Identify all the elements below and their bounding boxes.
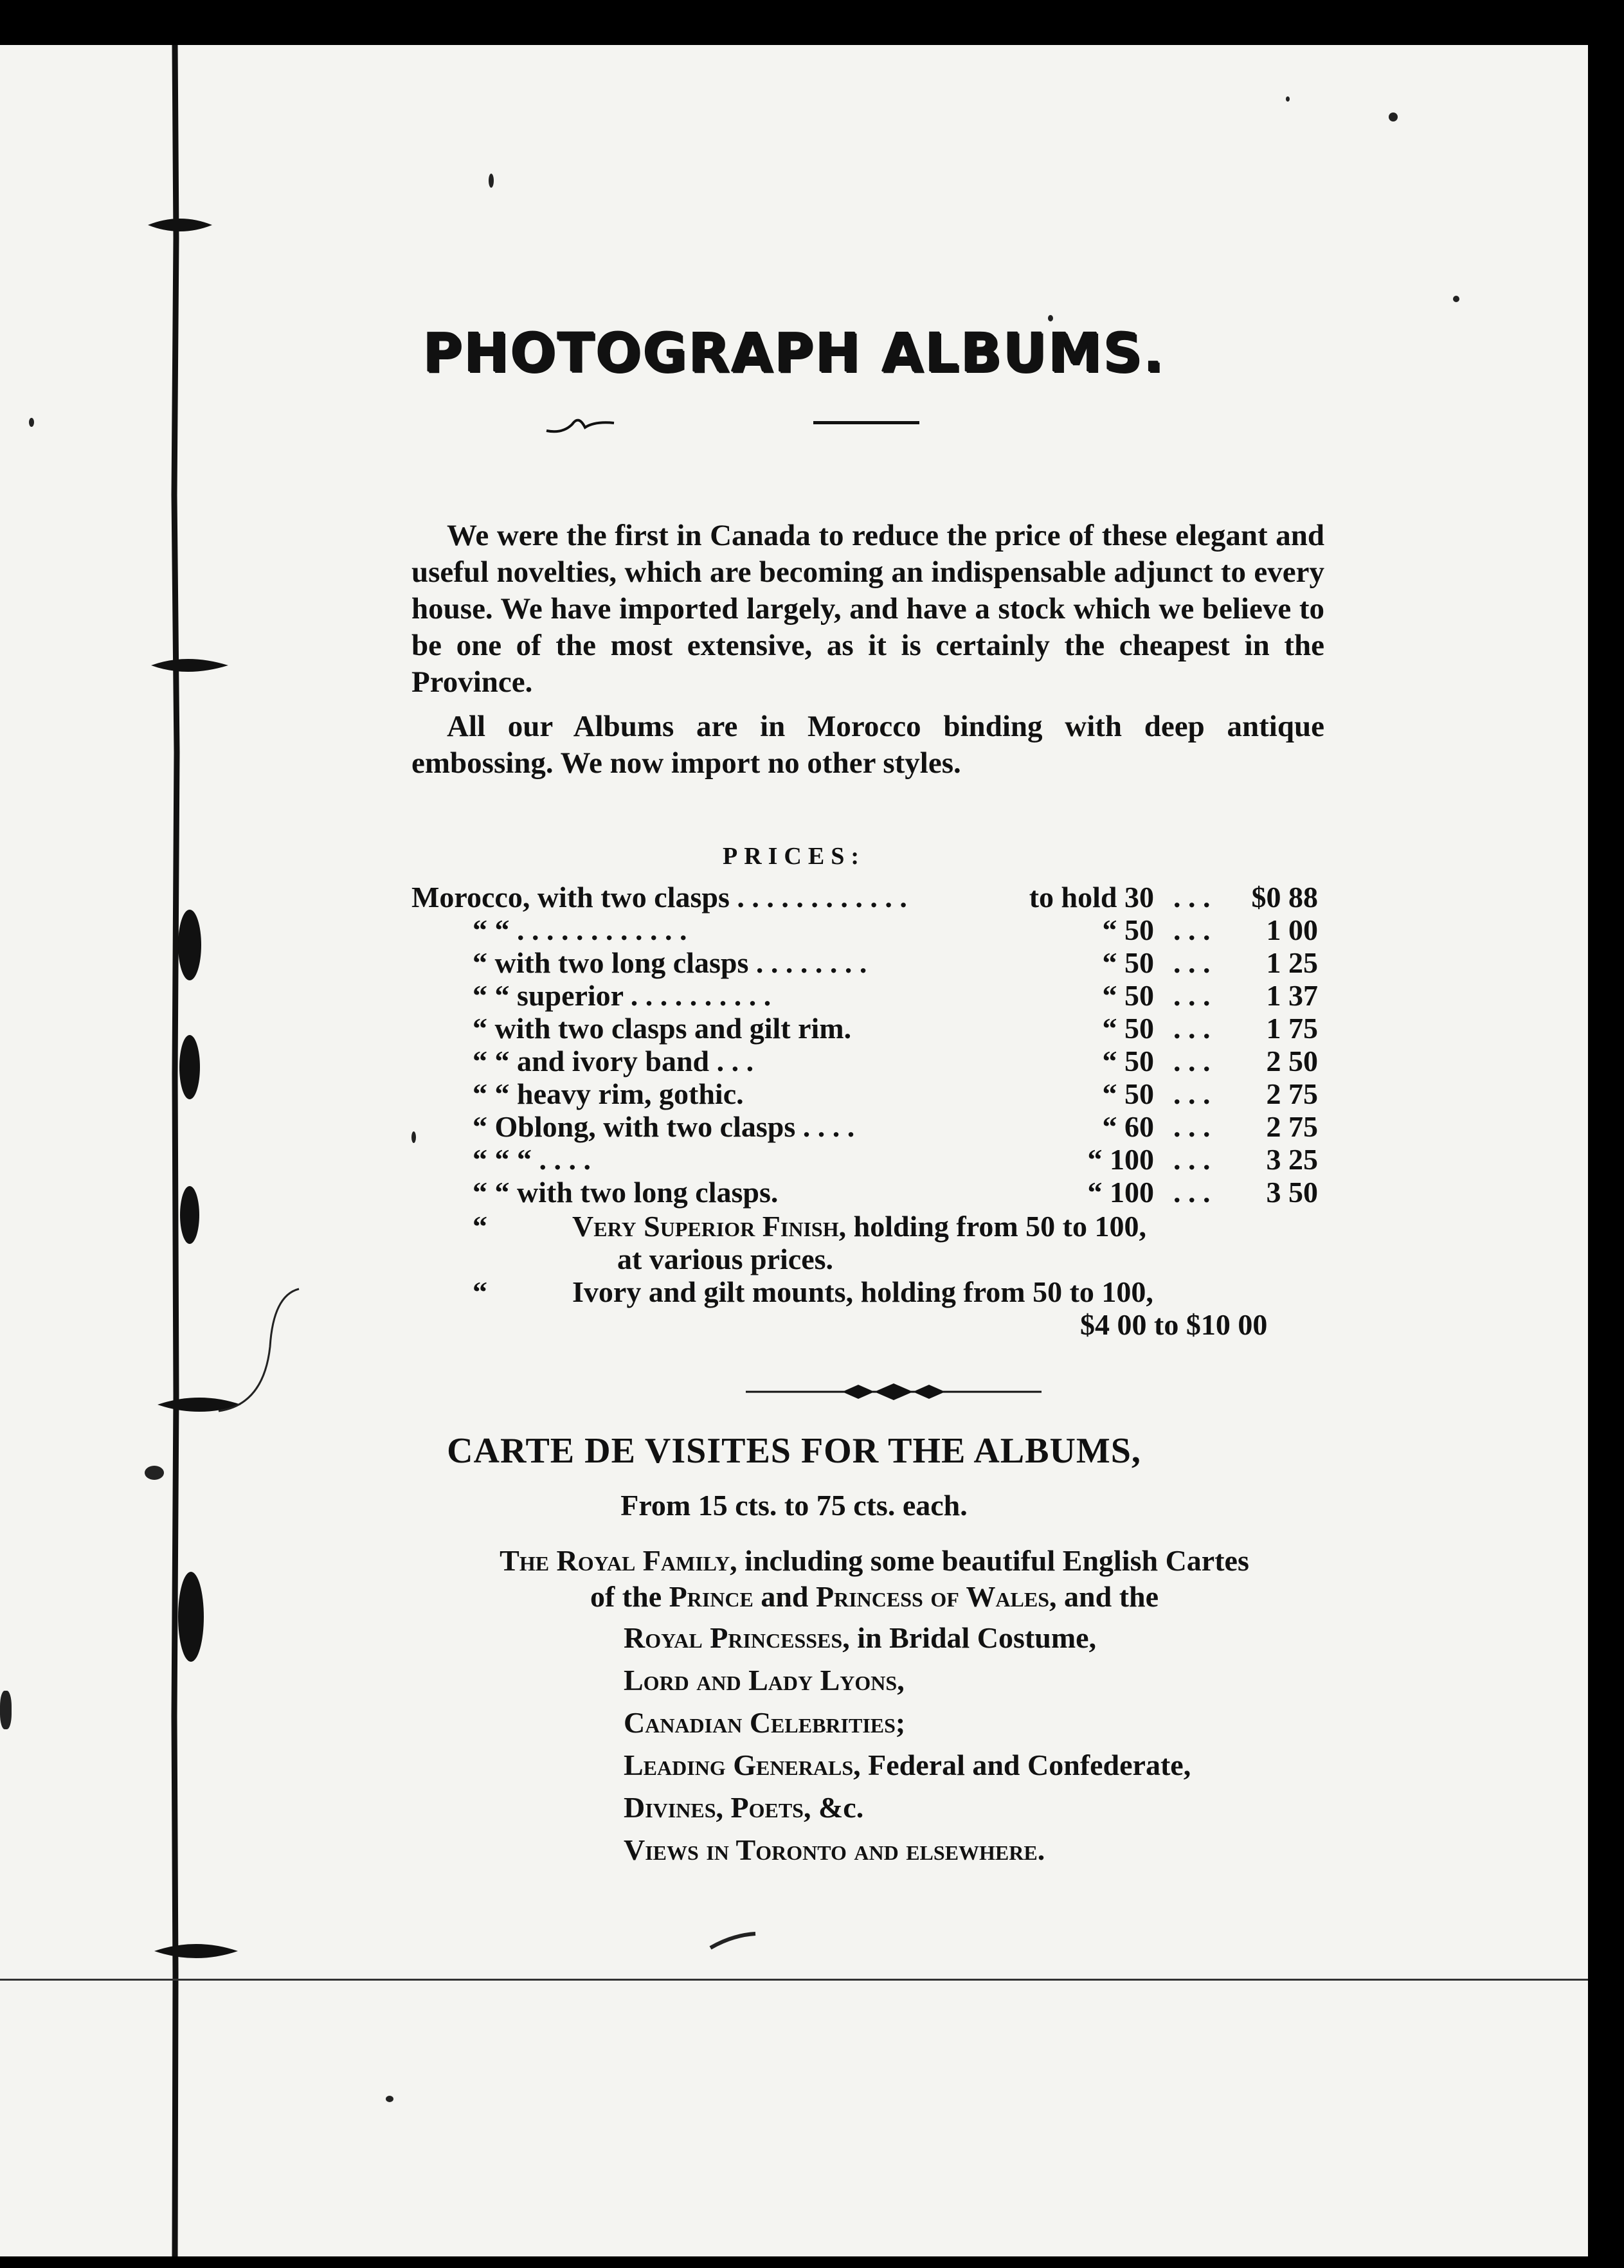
- price-desc: “ Oblong, with two clasps . . . .: [473, 1110, 855, 1143]
- price-desc: “ with two long clasps . . . . . . . .: [473, 946, 867, 979]
- price-capacity: “ 50: [1102, 1045, 1154, 1077]
- price-capacity: “ 60: [1102, 1110, 1154, 1143]
- price-row: [411, 946, 1331, 979]
- price-leader: . . .: [1173, 1077, 1211, 1110]
- prices-heading: PRICES:: [722, 843, 866, 870]
- price-value: 1 37: [1266, 979, 1318, 1012]
- binding-mark: [145, 206, 215, 244]
- royal-family-caps: The Royal Family: [500, 1544, 730, 1577]
- princesses-text: , in Bridal Costume,: [842, 1621, 1097, 1654]
- price-row: [411, 1045, 1331, 1077]
- ivory-price: $4 00 to $10 00: [1080, 1308, 1268, 1341]
- royal-family-text: [411, 1543, 1337, 1615]
- price-desc: “ with two clasps and gilt rim.: [473, 1012, 852, 1045]
- superior-finish-caps: Very Superior Finish: [572, 1210, 839, 1243]
- prince-caps: Prince: [669, 1580, 753, 1613]
- price-value: 3 50: [1266, 1176, 1318, 1209]
- price-desc: “ “ with two long clasps.: [473, 1176, 779, 1209]
- list-item: Lord and Lady Lyons,: [624, 1664, 905, 1697]
- price-value: 1 75: [1266, 1012, 1318, 1045]
- royal-family-text-1: , including some beautiful English Cartes: [730, 1544, 1249, 1577]
- price-value: $0 88: [1251, 881, 1318, 914]
- price-value: 2 75: [1266, 1110, 1318, 1143]
- price-capacity: “ 50: [1102, 1077, 1154, 1110]
- generals-text: , Federal and Confederate,: [853, 1749, 1191, 1781]
- list-item: Views in Toronto and elsewhere.: [624, 1833, 1045, 1866]
- royal-family-text-2: of the: [590, 1580, 669, 1613]
- binding-mark: [174, 906, 206, 1356]
- carte-price-range: From 15 cts. to 75 cts. each.: [620, 1489, 968, 1522]
- various-prices-line: at various prices.: [617, 1243, 834, 1275]
- list-item: [624, 1617, 1191, 1659]
- list-item: Canadian Celebrities;: [624, 1706, 906, 1739]
- divines-caps: Divines, Poets: [624, 1791, 804, 1824]
- pen-stroke: [212, 1282, 302, 1430]
- price-leader: . . .: [1173, 1176, 1211, 1209]
- price-capacity: “ 50: [1102, 914, 1154, 946]
- price-leader: . . .: [1173, 1045, 1211, 1077]
- price-capacity: “ 50: [1102, 946, 1154, 979]
- flourish: [543, 411, 620, 437]
- ivory-mounts-text: Ivory and gilt mounts, holding from 50 to 100,: [572, 1275, 1153, 1308]
- price-row: [411, 1143, 1331, 1176]
- princesses-caps: Royal Princesses: [624, 1621, 843, 1654]
- price-leader: . . .: [1173, 914, 1211, 946]
- list-item: [624, 1787, 1191, 1829]
- royal-family-text-4: , and the: [1049, 1580, 1159, 1613]
- carte-title: CARTE DE VISITES FOR THE ALBUMS,: [447, 1431, 1141, 1471]
- price-leader: . . .: [1173, 1110, 1211, 1143]
- price-list: [411, 881, 1331, 1209]
- title-rule: [813, 421, 919, 424]
- price-row: [411, 1110, 1331, 1143]
- binding-mark: [175, 1569, 207, 1671]
- price-row: [411, 881, 1331, 914]
- ivory-mounts-line: [473, 1275, 1153, 1308]
- price-row: [411, 979, 1331, 1012]
- price-value: 2 75: [1266, 1077, 1318, 1110]
- page-bottom-rule: [0, 1979, 1588, 1981]
- price-leader: . . .: [1173, 979, 1211, 1012]
- price-leader: . . .: [1173, 946, 1211, 979]
- price-leader: . . .: [1173, 1143, 1211, 1176]
- price-value: 2 50: [1266, 1045, 1318, 1077]
- price-desc: “ “ “ . . . .: [473, 1143, 591, 1176]
- price-desc: “ “ heavy rim, gothic.: [473, 1077, 744, 1110]
- document-page: [0, 45, 1588, 2256]
- price-row: [411, 1176, 1331, 1209]
- price-leader: . . .: [1173, 881, 1211, 914]
- binding-mark: [148, 646, 231, 685]
- ditto-mark: “: [473, 1210, 487, 1243]
- pen-stroke: [707, 1929, 759, 1954]
- price-capacity: “ 50: [1102, 979, 1154, 1012]
- price-capacity: to hold 30: [1029, 881, 1154, 914]
- list-item: [624, 1744, 1191, 1787]
- ditto-mark: “: [473, 1275, 487, 1308]
- price-row: [411, 1077, 1331, 1110]
- price-value: 3 25: [1266, 1143, 1318, 1176]
- price-leader: . . .: [1173, 1012, 1211, 1045]
- price-row: [411, 914, 1331, 946]
- superior-finish-text: , holding from 50 to 100,: [838, 1210, 1146, 1243]
- price-capacity: “ 50: [1102, 1012, 1154, 1045]
- price-capacity: “ 100: [1087, 1176, 1154, 1209]
- price-desc: “ “ . . . . . . . . . . . .: [473, 914, 687, 946]
- price-value: 1 25: [1266, 946, 1318, 979]
- intro-paragraph: All our Albums are in Morocco binding with deep antique embossing. We now import no other styles.: [411, 710, 1324, 780]
- price-row: [411, 1012, 1331, 1045]
- price-desc: Morocco, with two clasps . . . . . . . . . . . .: [411, 881, 907, 914]
- superior-finish-line: [473, 1210, 1146, 1243]
- princess-caps: Princess of Wales: [816, 1580, 1050, 1613]
- page-title: PHOTOGRAPH ALBUMS.: [422, 321, 1166, 384]
- price-capacity: “ 100: [1087, 1143, 1154, 1176]
- price-value: 1 00: [1266, 914, 1318, 946]
- binding-mark: [151, 1932, 241, 1970]
- divines-text: , &c.: [803, 1791, 864, 1824]
- generals-caps: Leading Generals: [624, 1749, 854, 1781]
- royal-family-text-3: and: [753, 1580, 817, 1613]
- price-desc: “ “ and ivory band . . .: [473, 1045, 754, 1077]
- celebrity-list: [624, 1617, 1191, 1871]
- ornamental-divider: [746, 1382, 1042, 1401]
- intro-paragraph: We were the first in Canada to reduce the price of these elegant and useful novelties, which are becoming an indispensable adjunct to every house. We have imported largely, and have a stock which we believe to be one of the most extensive, as it is certainly the cheapest in the Province.: [411, 519, 1324, 699]
- price-desc: “ “ superior . . . . . . . . . .: [473, 979, 771, 1012]
- intro-text: [411, 518, 1324, 782]
